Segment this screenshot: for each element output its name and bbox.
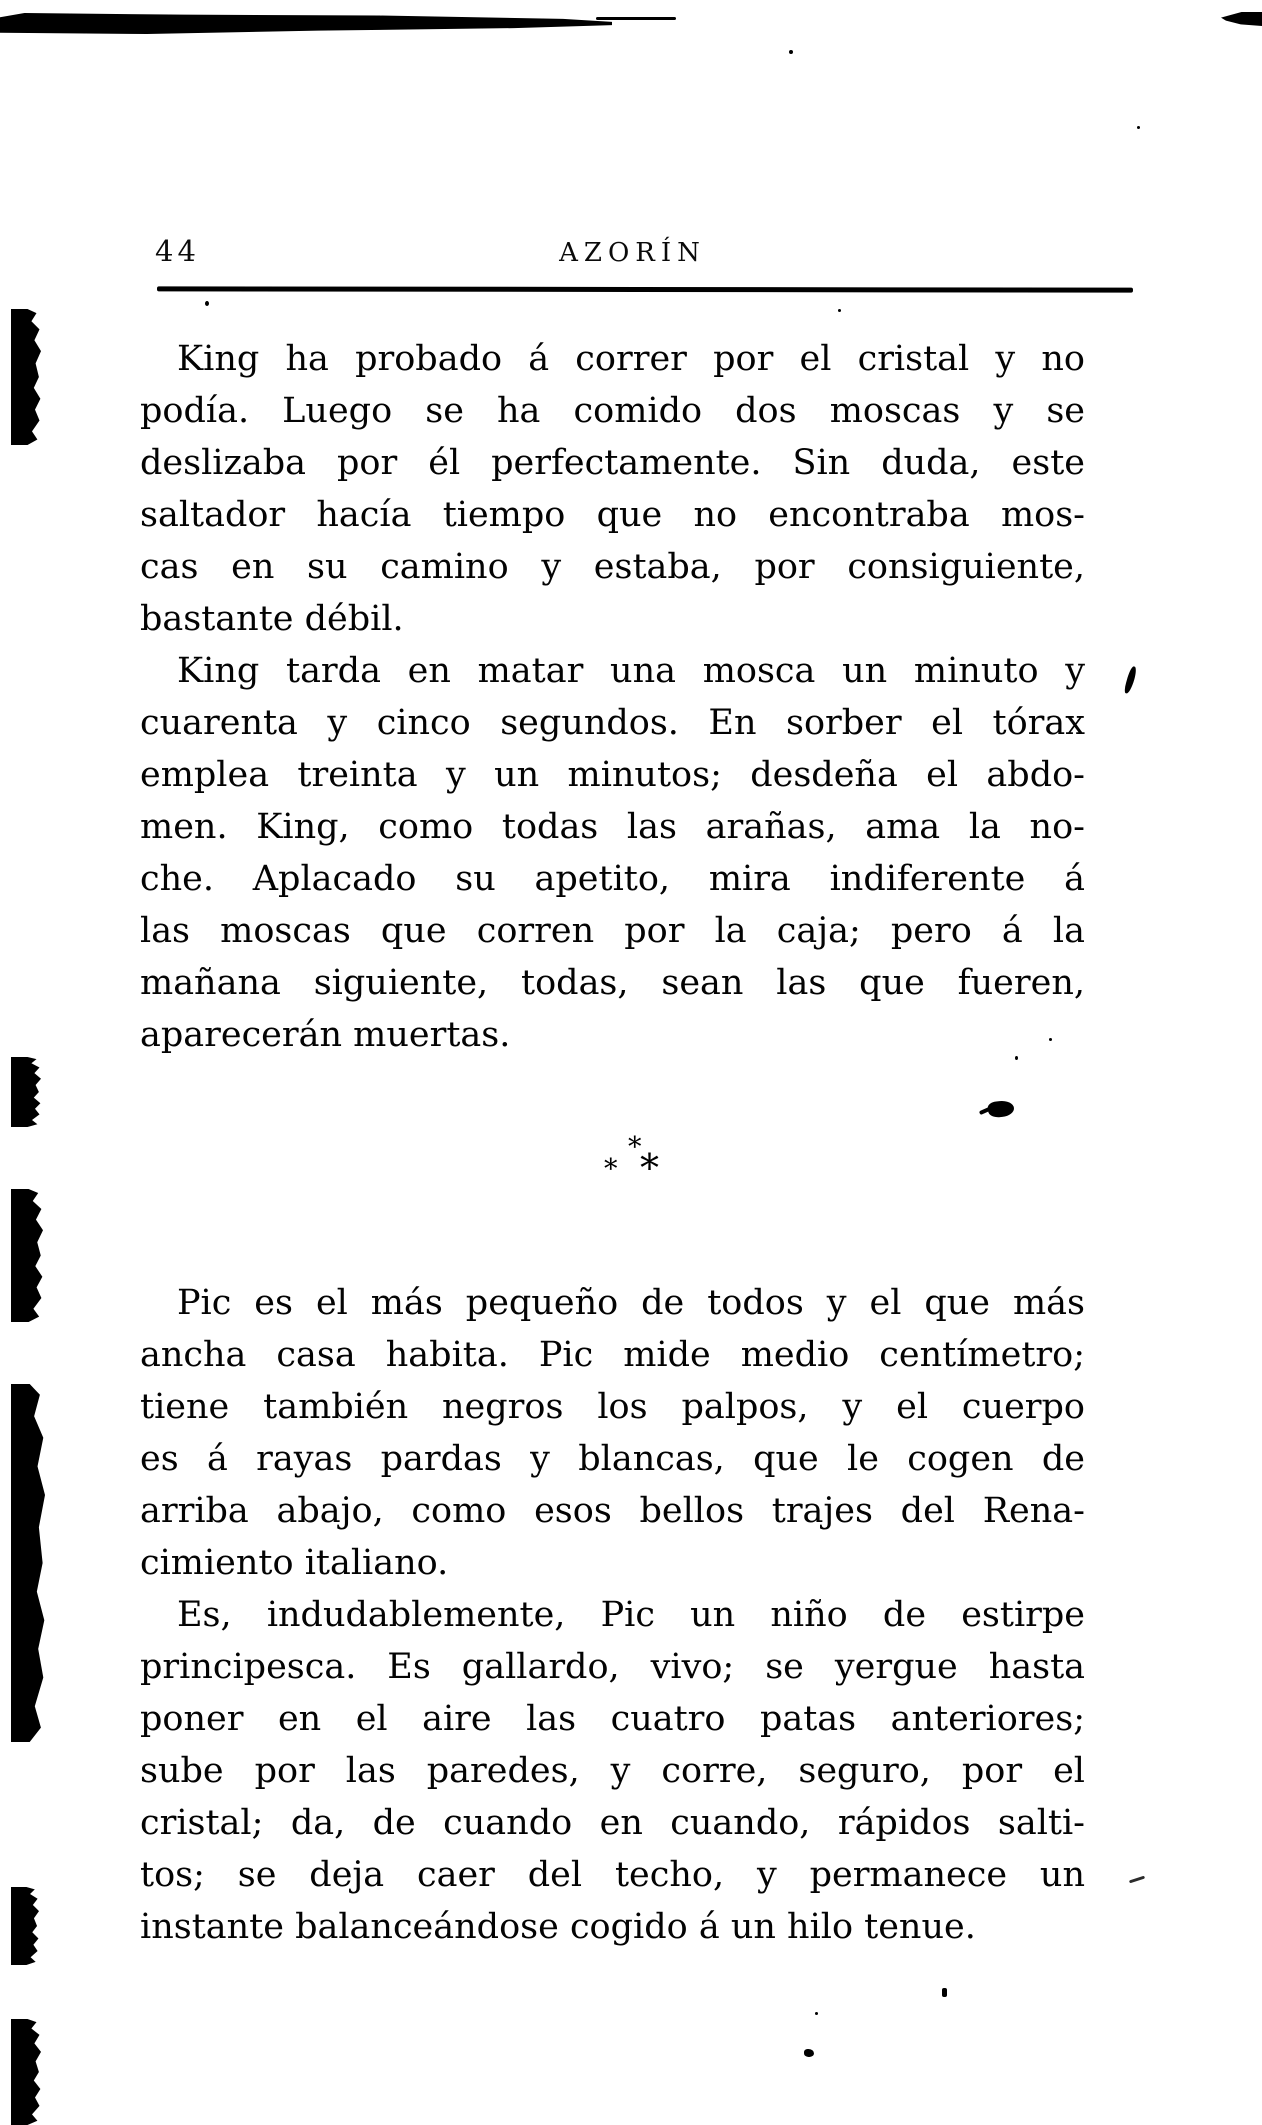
scan-speck <box>804 2049 814 2057</box>
scan-ink-margin-stroke <box>1123 666 1137 695</box>
scan-speck <box>942 1988 947 1997</box>
paragraph-2 <box>140 645 1085 1061</box>
scan-ink-left-smudge-6 <box>11 2019 41 2125</box>
text-line: Es, indudablemente, Pic un niño de estirpe <box>177 1595 1085 1635</box>
text-line: bastante débil. <box>140 599 404 639</box>
asterisk-icon: * <box>604 1154 618 1185</box>
text-line: arriba abajo, como esos bellos trajes del Rena- <box>140 1491 1085 1531</box>
text-line: che. Aplacado su apetito, mira indiferente á <box>140 859 1085 899</box>
text-line: aparecerán muertas. <box>140 1015 511 1055</box>
scan-speck <box>205 301 209 306</box>
text-line: mañana siguiente, todas, sean las que fueren, <box>140 963 1085 1003</box>
asterisk-icon: * <box>640 1146 659 1190</box>
text-line: cristal; da, de cuando en cuando, rápidos salti- <box>140 1803 1085 1843</box>
header-rule <box>157 286 1133 292</box>
text-line: tiene también negros los palpos, y el cuerpo <box>140 1387 1085 1427</box>
page-number: 44 <box>155 234 200 268</box>
scan-ink-left-smudge-4 <box>11 1384 45 1742</box>
text-line: cuarenta y cinco segundos. En sorber el tórax <box>140 703 1085 743</box>
scan-speck <box>815 2012 818 2015</box>
text-line: instante balanceándose cogido á un hilo tenue. <box>140 1907 976 1947</box>
text-line: cimiento italiano. <box>140 1543 449 1583</box>
text-line: podía. Luego se ha comido dos moscas y se <box>140 391 1085 431</box>
scan-ink-top-bar <box>0 13 612 34</box>
scan-ink-left-smudge-1 <box>11 309 41 445</box>
running-title: AZORÍN <box>559 238 706 268</box>
text-line: King ha probado á correr por el cristal y no <box>177 339 1085 379</box>
text-line: cas en su camino y estaba, por consiguiente, <box>140 547 1085 587</box>
text-line: King tarda en matar una mosca un minuto y <box>177 651 1085 691</box>
text-line: saltador hacía tiempo que no encontraba mos- <box>140 495 1085 535</box>
text-line: Pic es el más pequeño de todos y el que más <box>177 1283 1085 1323</box>
scan-speck <box>1137 126 1140 129</box>
asterisk-icon: * <box>628 1132 642 1163</box>
text-line: las moscas que corren por la caja; pero á la <box>140 911 1085 951</box>
scan-speck <box>789 50 793 54</box>
text-line: emplea treinta y un minutos; desdeña el abdo- <box>140 755 1085 795</box>
text-line: sube por las paredes, y corre, seguro, por el <box>140 1751 1085 1791</box>
scan-ink-margin-squiggle <box>1129 1876 1145 1884</box>
text-line: tos; se deja caer del techo, y permanece un <box>140 1855 1085 1895</box>
text-line: poner en el aire las cuatro patas anteriores; <box>140 1699 1085 1739</box>
scan-ink-top-right-corner <box>1221 12 1262 26</box>
scan-ink-left-smudge-3 <box>11 1189 43 1322</box>
text-line: es á rayas pardas y blancas, que le cogen de <box>140 1439 1085 1479</box>
scan-speck <box>838 309 841 312</box>
scan-ink-margin-blob <box>987 1100 1015 1119</box>
text-line: men. King, como todas las arañas, ama la no- <box>140 807 1085 847</box>
text-line: ancha casa habita. Pic mide medio centímetro; <box>140 1335 1085 1375</box>
scan-ink-left-smudge-2 <box>11 1057 41 1127</box>
scan-ink-left-smudge-5 <box>11 1887 39 1965</box>
text-line: deslizaba por él perfectamente. Sin duda, este <box>140 443 1085 483</box>
paragraph-4 <box>140 1589 1085 1953</box>
scan-ink-top-bar-tail <box>596 17 676 20</box>
paragraph-3 <box>140 1277 1085 1589</box>
text-line: principesca. Es gallardo, vivo; se yergue hasta <box>140 1647 1085 1687</box>
paragraph-1 <box>140 333 1085 645</box>
section-divider <box>604 1132 684 1198</box>
